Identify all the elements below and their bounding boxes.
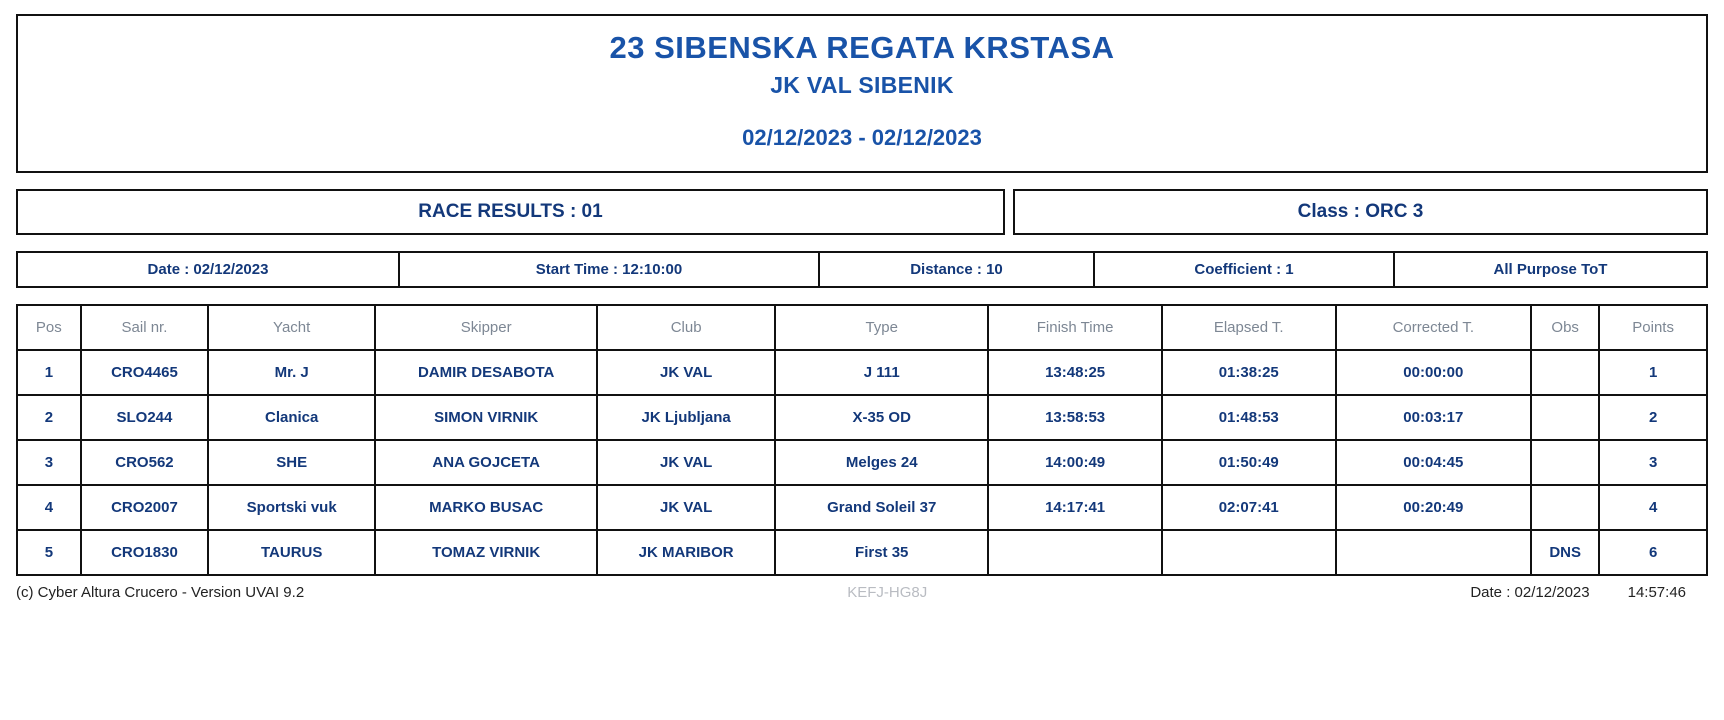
footer-timestamp [1470,584,1708,601]
cell-points: 1 [1599,350,1707,395]
cell-club: JK VAL [597,350,775,395]
cell-skipper: ANA GOJCETA [375,440,597,485]
cell-obs [1531,395,1599,440]
event-dates: 02/12/2023 - 02/12/2023 [742,124,982,150]
info-distance: Distance : 10 [820,253,1095,286]
cell-pos: 2 [17,395,81,440]
table-row [17,350,1707,395]
cell-elapsed-time: 02:07:41 [1162,485,1336,530]
class-label: Class : ORC 3 [1013,189,1708,235]
cell-points: 2 [1599,395,1707,440]
cell-points: 4 [1599,485,1707,530]
cell-corrected-time: 00:03:17 [1336,395,1532,440]
info-coefficient: Coefficient : 1 [1095,253,1395,286]
cell-skipper: TOMAZ VIRNIK [375,530,597,575]
cell-finish-time: 13:58:53 [988,395,1162,440]
cell-obs [1531,485,1599,530]
results-table [16,304,1708,576]
cell-pos: 3 [17,440,81,485]
cell-points: 3 [1599,440,1707,485]
column-header-club: Club [597,305,775,350]
cell-corrected-time: 00:00:00 [1336,350,1532,395]
cell-obs: DNS [1531,530,1599,575]
table-row [17,485,1707,530]
footer-date: Date : 02/12/2023 [1470,583,1590,601]
footer-code: KEFJ-HG8J [847,583,928,601]
cell-corrected-time: 00:04:45 [1336,440,1532,485]
cell-pos: 4 [17,485,81,530]
cell-corrected-time [1336,530,1532,575]
results-table-wrapper [16,304,1708,576]
cell-type: Grand Soleil 37 [775,485,988,530]
cell-finish-time: 13:48:25 [988,350,1162,395]
cell-finish-time: 14:17:41 [988,485,1162,530]
page-footer [16,584,1708,601]
info-date: Date : 02/12/2023 [18,253,400,286]
race-class-bar [16,189,1708,235]
cell-skipper: MARKO BUSAC [375,485,597,530]
column-header-sail-nr: Sail nr. [81,305,208,350]
cell-pos: 1 [17,350,81,395]
table-row [17,530,1707,575]
cell-finish-time [988,530,1162,575]
info-scoring-system: All Purpose ToT [1493,260,1608,278]
column-header-obs: Obs [1531,305,1599,350]
cell-sail-nr: CRO1830 [81,530,208,575]
cell-yacht: SHE [208,440,375,485]
cell-yacht: Clanica [208,395,375,440]
column-header-skipper: Skipper [375,305,597,350]
column-header-yacht: Yacht [208,305,375,350]
cell-club: JK VAL [597,485,775,530]
cell-yacht: TAURUS [208,530,375,575]
cell-elapsed-time: 01:38:25 [1162,350,1336,395]
column-header-corrected-time: Corrected T. [1336,305,1532,350]
race-results-label: RACE RESULTS : 01 [16,189,1005,235]
table-row [17,395,1707,440]
cell-elapsed-time [1162,530,1336,575]
cell-type: Melges 24 [775,440,988,485]
cell-obs [1531,350,1599,395]
cell-finish-time: 14:00:49 [988,440,1162,485]
cell-type: First 35 [775,530,988,575]
cell-club: JK MARIBOR [597,530,775,575]
info-start-time: Start Time : 12:10:00 [400,253,820,286]
column-header-type: Type [775,305,988,350]
footer-time: 14:57:46 [1627,583,1686,601]
cell-elapsed-time: 01:48:53 [1162,395,1336,440]
event-header [16,14,1708,173]
cell-sail-nr: CRO562 [81,440,208,485]
cell-yacht: Sportski vuk [208,485,375,530]
cell-sail-nr: SLO244 [81,395,208,440]
column-header-points: Points [1599,305,1707,350]
organizer-title: JK VAL SIBENIK [770,71,954,98]
cell-type: J 111 [775,350,988,395]
cell-elapsed-time: 01:50:49 [1162,440,1336,485]
cell-club: JK Ljubljana [597,395,775,440]
cell-corrected-time: 00:20:49 [1336,485,1532,530]
page-title: 23 SIBENSKA REGATA KRSTASA [609,30,1115,65]
column-header-finish-time: Finish Time [988,305,1162,350]
column-header-elapsed-time: Elapsed T. [1162,305,1336,350]
race-info-bar [16,251,1708,288]
cell-type: X-35 OD [775,395,988,440]
table-row [17,440,1707,485]
cell-sail-nr: CRO4465 [81,350,208,395]
cell-sail-nr: CRO2007 [81,485,208,530]
cell-yacht: Mr. J [208,350,375,395]
cell-club: JK VAL [597,440,775,485]
cell-obs [1531,440,1599,485]
footer-copyright: (c) Cyber Altura Crucero - Version UVAI 9.2 [16,583,305,601]
cell-skipper: SIMON VIRNIK [375,395,597,440]
table-header-row [17,305,1707,350]
cell-skipper: DAMIR DESABOTA [375,350,597,395]
cell-points: 6 [1599,530,1707,575]
column-header-pos: Pos [17,305,81,350]
cell-pos: 5 [17,530,81,575]
